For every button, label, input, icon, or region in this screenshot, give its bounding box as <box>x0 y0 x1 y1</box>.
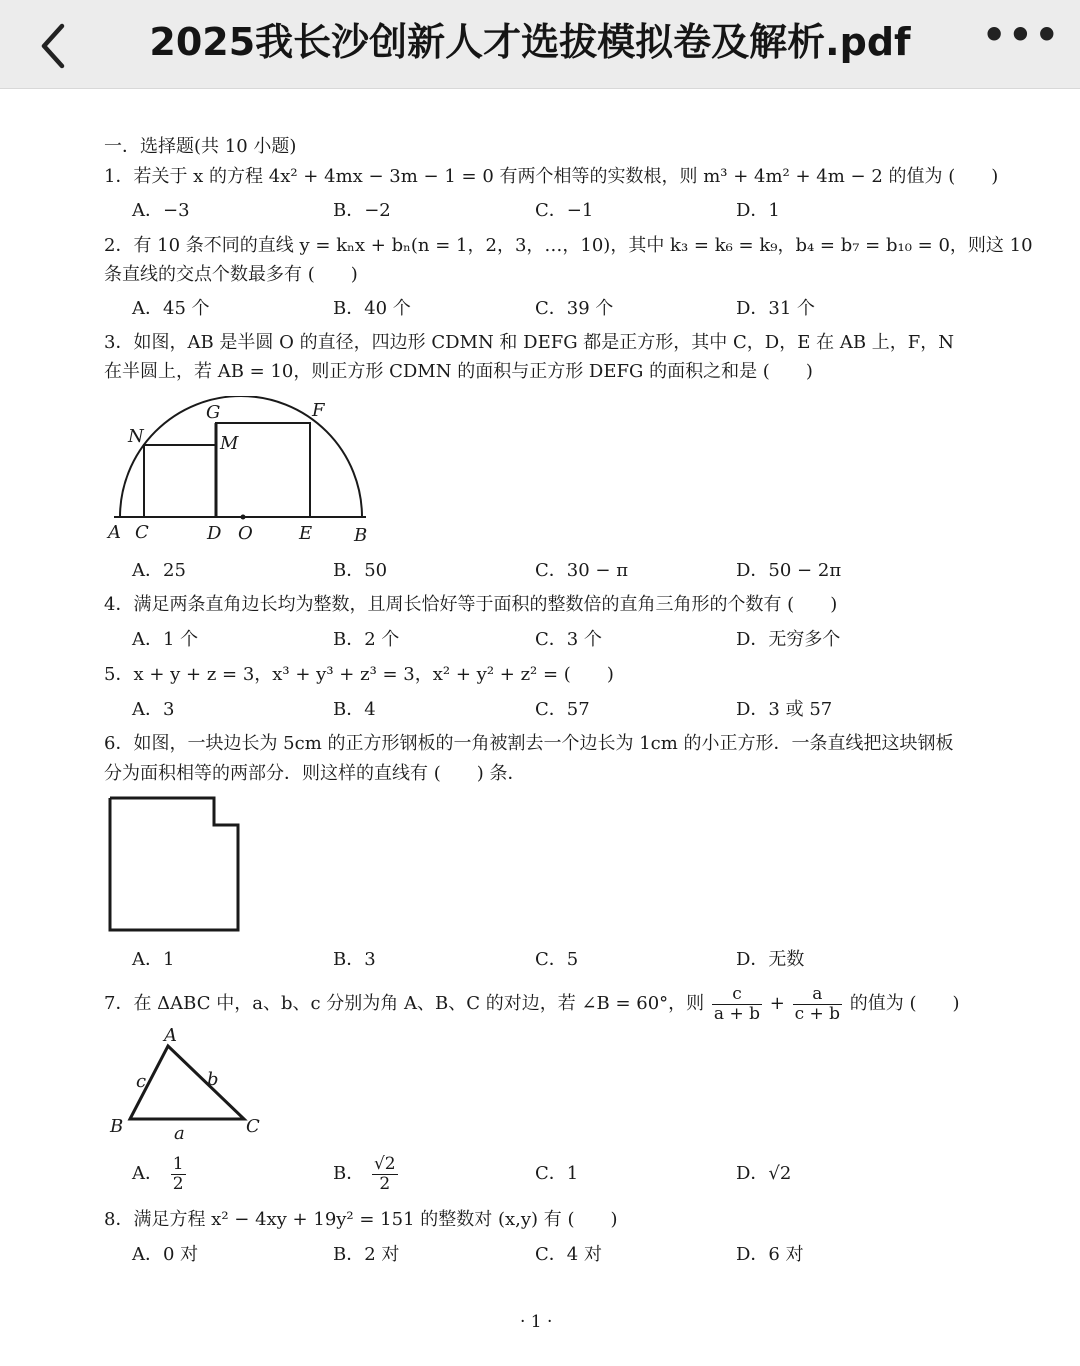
label-b: B <box>354 525 368 546</box>
question-2-options <box>0 297 1080 321</box>
option-d: D．31 个 <box>736 298 816 319</box>
option-b: B．4 <box>333 699 376 720</box>
page-number: · 1 · <box>520 1312 553 1332</box>
question-4-text: 4．满足两条直角边长均为整数，且周长恰好等于面积的整数倍的直角三角形的个数有 ( ) <box>104 594 838 615</box>
question-7-text <box>104 984 960 1024</box>
question-5-text: 5．x + y + z = 3，x³ + y³ + z³ = 3，x² + y² + z² = ( ) <box>104 664 614 685</box>
option-a: A．1 <box>132 949 175 970</box>
cut-square-figure <box>104 794 244 934</box>
option-a: A．−3 <box>132 200 190 221</box>
option-b: B．2 对 <box>333 1244 400 1265</box>
fraction-denominator: c + b <box>794 1003 841 1024</box>
fraction-root2-over-2 <box>372 1155 398 1194</box>
question-2-text-cont: 条直线的交点个数最多有 ( ) <box>104 264 358 285</box>
option-b: B．40 个 <box>333 298 411 319</box>
option-a <box>132 1152 188 1196</box>
option-b <box>333 1152 400 1196</box>
label-n: N <box>128 426 144 447</box>
fraction-denominator: a + b <box>713 1003 760 1024</box>
fraction-numerator: √2 <box>373 1153 396 1174</box>
label-b-vertex: B <box>110 1116 124 1137</box>
question-6-text: 6．如图，一块边长为 5cm 的正方形钢板的一角被割去一个边长为 1cm 的小正方形．一条直线把这块钢板 <box>104 733 954 754</box>
label-d: D <box>207 523 222 544</box>
option-c: C．3 个 <box>535 629 602 650</box>
more-options-button[interactable]: ••• <box>982 13 1061 57</box>
plus-sign: + <box>769 993 785 1014</box>
option-a-label: A． <box>132 1163 163 1184</box>
label-g: G <box>206 402 221 423</box>
label-f: F <box>312 400 325 421</box>
fraction-a-over-c-plus-b <box>793 985 842 1024</box>
option-a: A．3 <box>132 699 175 720</box>
fraction-denominator: 2 <box>379 1173 391 1194</box>
fraction-c-over-a-plus-b <box>712 985 762 1024</box>
label-b: b <box>207 1069 219 1090</box>
question-1-text: 1．若关于 x 的方程 4x² + 4mx − 3m − 1 = 0 有两个相等的实数根，则 m³ + 4m² + 4m − 2 的值为 ( ) <box>104 166 999 187</box>
option-c: C．4 对 <box>535 1244 602 1265</box>
option-d: D．6 对 <box>736 1244 804 1265</box>
option-c: C．5 <box>535 949 579 970</box>
option-d: D．3 或 57 <box>736 699 833 720</box>
pdf-page <box>0 88 1080 1366</box>
option-d: D．√2 <box>736 1163 792 1184</box>
label-m: M <box>220 433 239 454</box>
label-a-side: a <box>174 1123 185 1143</box>
question-3-text: 3．如图，AB 是半圆 O 的直径，四边形 CDMN 和 DEFG 都是正方形，其中 C，D，E 在 AB 上，F，N <box>104 332 955 353</box>
fraction-one-half <box>171 1155 186 1194</box>
fraction-numerator: 1 <box>172 1153 184 1174</box>
option-d: D．无数 <box>736 949 805 970</box>
question-8-text: 8．满足方程 x² − 4xy + 19y² = 151 的整数对 (x,y) 有 ( ) <box>104 1209 618 1230</box>
option-d: D．50 − 2π <box>736 560 842 581</box>
option-c: C．39 个 <box>535 298 614 319</box>
option-d: D．无穷多个 <box>736 629 841 650</box>
app-bar <box>0 0 1080 89</box>
question-6-text-cont: 分为面积相等的两部分．则这样的直线有 ( ) 条． <box>104 763 526 784</box>
option-b-label: B． <box>333 1163 365 1184</box>
option-a: A．25 <box>132 560 186 581</box>
label-c: C <box>135 522 149 543</box>
question-4-options <box>0 628 1080 652</box>
option-b: B．2 个 <box>333 629 400 650</box>
option-c: C．−1 <box>535 200 594 221</box>
question-1-options <box>0 199 1080 223</box>
question-7-suffix: 的值为 ( ) <box>849 993 960 1014</box>
label-c-vertex: C <box>246 1116 260 1137</box>
label-c: c <box>136 1071 147 1092</box>
label-a: A <box>164 1028 177 1046</box>
question-3-text-cont: 在半圆上，若 AB = 10，则正方形 CDMN 的面积与正方形 DEFG 的面积之和是 ( ) <box>104 361 813 382</box>
section-title: 一．选择题(共 10 小题) <box>104 136 297 157</box>
option-b: B．−2 <box>333 200 391 221</box>
question-5-options <box>0 698 1080 722</box>
option-c: C．57 <box>535 699 590 720</box>
label-o: O <box>238 523 253 544</box>
option-d: D．1 <box>736 200 780 221</box>
fraction-numerator: a <box>793 985 842 1005</box>
question-7-options <box>0 1152 1080 1196</box>
option-b: B．50 <box>333 560 388 581</box>
option-a: A．0 对 <box>132 1244 199 1265</box>
question-8-options <box>0 1243 1080 1267</box>
label-e: E <box>299 523 313 544</box>
fraction-denominator: 2 <box>172 1173 184 1194</box>
triangle-figure <box>104 1028 274 1143</box>
question-6-options <box>0 948 1080 972</box>
option-a: A．1 个 <box>132 629 199 650</box>
option-c: C．30 − π <box>535 560 629 581</box>
question-3-options <box>0 559 1080 583</box>
chevron-left-icon <box>30 14 80 74</box>
document-title: 2025我长沙创新人才选拔模拟卷及解析.pdf <box>149 20 911 64</box>
fraction-numerator: c <box>712 985 762 1005</box>
option-b: B．3 <box>333 949 376 970</box>
option-a: A．45 个 <box>132 298 210 319</box>
option-c: C．1 <box>535 1163 579 1184</box>
back-button[interactable] <box>30 14 80 74</box>
question-7-prefix: 7．在 ΔABC 中，a、b、c 分别为角 A、B、C 的对边，若 ∠B = 60°，则 <box>104 993 705 1014</box>
label-a: A <box>108 522 121 543</box>
question-2-text: 2．有 10 条不同的直线 y = kₙx + bₙ(n = 1，2，3，…，10)，其中 k₃ = k₆ = k₉，b₄ = b₇ = b₁₀ = 0，则这 10 <box>104 235 1033 256</box>
semicircle-figure <box>104 396 384 546</box>
